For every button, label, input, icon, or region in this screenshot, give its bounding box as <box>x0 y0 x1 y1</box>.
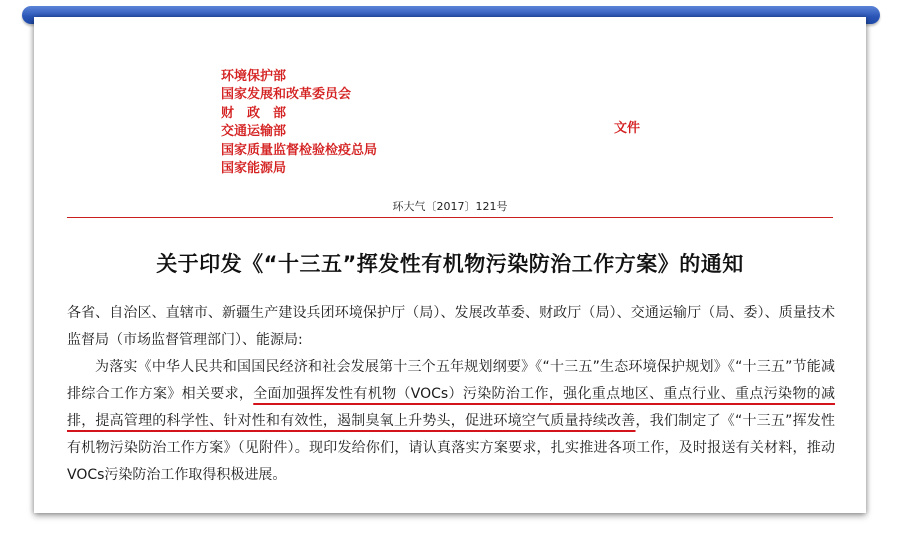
issuer-line: 环境保护部 <box>221 69 287 84</box>
issuing-departments <box>221 68 377 178</box>
document-body <box>67 300 835 489</box>
document-number: 环大气〔2017〕121号 <box>392 200 508 213</box>
issuer-line: 国家能源局 <box>221 161 287 177</box>
document-label: 文件 <box>614 121 641 136</box>
paragraph-part-1: 为落实《中华人民共和国国民经济和社会发展第十三个五年规划纲要》《“十三五”生态环境保护规划》《“十三五”节能减排综合工作方案》相关要求， <box>67 359 835 402</box>
issuer-line: 国家质量监督检验检疫总局 <box>221 142 378 158</box>
issuer-line: 财 政 部 <box>221 105 287 121</box>
document-title: 关于印发《“十三五”挥发性有机物污染防治工作方案》的通知 <box>156 252 744 276</box>
paragraph-part-2: ，我们制定了《“十三五”挥发性有机物污染防治工作方案》（见附件）。现印发给你们，请认真落实方案要求，扎实推进各项工作，及时报送有关材料，推动VOCs污染防治工作取得积极进展。 <box>67 413 835 483</box>
highlighted-text: 全面加强挥发性有机物（VOCs）污染防治工作，强化重点地区、重点行业、重点污染物的减排，提高管理的科学性、针对性和有效性，遏制臭氧上升势头，促进环境空气质量持续改善 <box>67 386 836 429</box>
main-paragraph <box>67 354 835 489</box>
issuer-line: 国家发展和改革委员会 <box>221 87 352 103</box>
issuer-line: 交通运输部 <box>221 124 287 140</box>
recipients: 各省、自治区、直辖市、新疆生产建设兵团环境保护厅（局）、发展改革委、财政厅（局）、交通运输厅（局、委）、质量技术监督局（市场监督管理部门）、能源局: <box>67 305 835 348</box>
red-divider <box>67 217 833 218</box>
